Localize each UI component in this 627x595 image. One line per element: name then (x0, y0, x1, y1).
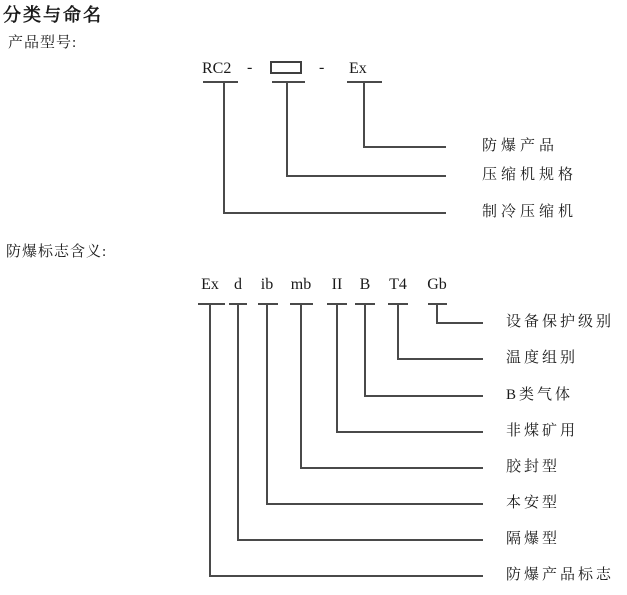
mark-token-ii: II (331, 276, 343, 293)
model-callout-line-3 (223, 212, 446, 214)
callout-ex-product-mark: 防爆产品标志 (506, 567, 615, 583)
model-token-prefix: RC2 (202, 60, 232, 77)
callout-non-coal-mining: 非煤矿用 (506, 423, 579, 439)
mark-drop-line-2 (237, 303, 239, 541)
mark-drop-line-8 (436, 303, 438, 324)
callout-encapsulation-type: 胶封型 (506, 459, 561, 475)
mark-drop-line-6 (364, 303, 366, 397)
mark-drop-line-5 (336, 303, 338, 433)
mark-callout-line-7 (237, 539, 483, 541)
mark-token-b: B (359, 276, 371, 293)
section-label-ex-mark-meaning: 防爆标志含义: (6, 244, 108, 260)
mark-token-ib: ib (260, 276, 274, 293)
callout-gas-group-b: B类气体 (506, 387, 574, 403)
callout-refrigeration-compressor: 制冷压缩机 (482, 204, 578, 220)
model-tick-bar-1 (203, 81, 238, 83)
model-drop-line-1 (223, 81, 225, 214)
callout-temperature-class: 温度组别 (506, 350, 579, 366)
mark-token-mb: mb (290, 276, 312, 293)
mark-drop-line-3 (266, 303, 268, 505)
callout-intrinsic-safety-type: 本安型 (506, 495, 561, 511)
model-tick-bar-2 (272, 81, 305, 83)
mark-drop-line-4 (300, 303, 302, 469)
mark-tick-bar-3 (258, 303, 278, 305)
callout-compressor-spec: 压缩机规格 (482, 167, 578, 183)
mark-drop-line-7 (397, 303, 399, 360)
mark-callout-line-2 (397, 358, 483, 360)
mark-drop-line-1 (209, 303, 211, 577)
callout-flameproof-type: 隔爆型 (506, 531, 561, 547)
model-drop-line-3 (363, 81, 365, 148)
mark-token-d: d (234, 276, 242, 293)
mark-callout-line-4 (336, 431, 483, 433)
mark-token-gb: Gb (427, 276, 447, 293)
mark-callout-line-6 (266, 503, 483, 505)
mark-callout-line-5 (300, 467, 483, 469)
mark-token-ex: Ex (201, 276, 219, 293)
model-callout-line-2 (286, 175, 446, 177)
model-token-dash-2: - (319, 59, 325, 76)
mark-token-t4: T4 (389, 276, 407, 293)
spec-placeholder-box-icon (270, 61, 302, 74)
mark-callout-line-1 (436, 322, 483, 324)
mark-callout-line-8 (209, 575, 483, 577)
callout-equipment-protection-level: 设备保护级别 (506, 314, 615, 330)
callout-explosion-proof-product: 防爆产品 (482, 138, 559, 154)
model-drop-line-2 (286, 81, 288, 177)
page-title: 分类与命名 (3, 5, 103, 25)
mark-callout-line-3 (364, 395, 483, 397)
model-callout-line-1 (363, 146, 446, 148)
section-label-product-model: 产品型号: (8, 35, 78, 51)
model-token-suffix: Ex (349, 60, 367, 77)
model-token-dash-1: - (247, 59, 253, 76)
mark-tick-bar-1 (198, 303, 225, 305)
